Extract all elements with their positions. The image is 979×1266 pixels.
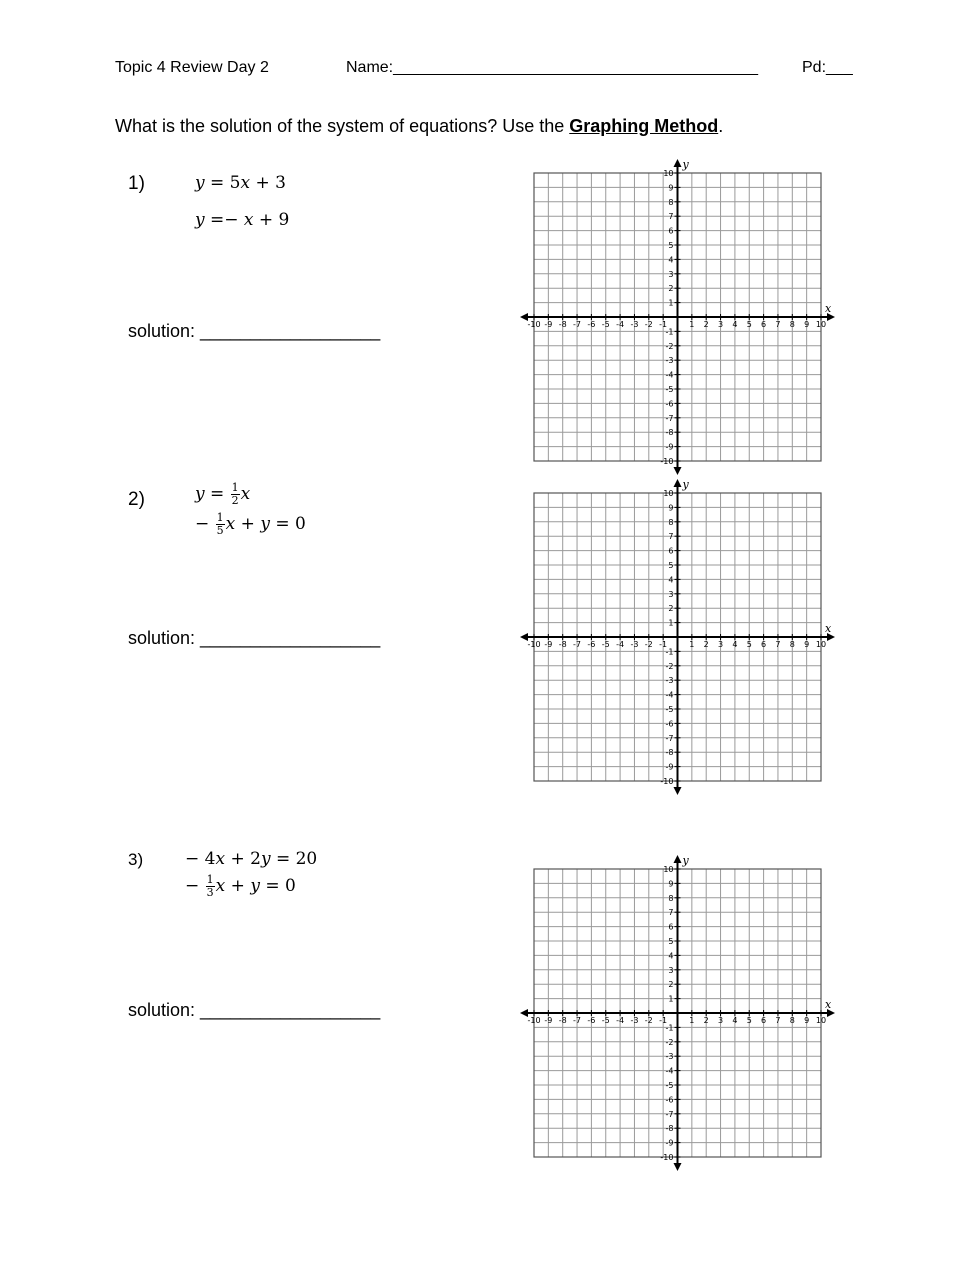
y-tick-label: 5 xyxy=(668,241,674,250)
y-tick-label: 7 xyxy=(668,908,674,918)
x-tick-label: 6 xyxy=(761,1016,767,1025)
problem-1-solution-line: solution: __________________ xyxy=(128,321,381,341)
x-tick-label: -4 xyxy=(616,320,625,329)
y-tick-label: -4 xyxy=(665,690,674,700)
x-tick-label: -10 xyxy=(527,320,541,329)
problem-3-equation-2: − $\frac{1}{3}$ x + y = 0 xyxy=(185,873,296,899)
x-tick-label: -4 xyxy=(616,1016,625,1025)
problem-2-equation-2: − $\frac{1}{5}$ x + y = 0 xyxy=(195,511,306,537)
x-tick-label: 7 xyxy=(775,640,781,649)
x-tick-label: 4 xyxy=(732,640,738,649)
problem-3-number: 3) xyxy=(128,850,144,869)
x-tick-label: 3 xyxy=(718,320,724,329)
problem-2-solution-line: solution: __________________ xyxy=(128,628,381,648)
x-tick-label: 1 xyxy=(689,640,695,649)
y-axis-arrow-down xyxy=(674,1163,682,1171)
y-tick-label: -5 xyxy=(665,1081,674,1090)
x-tick-label: 9 xyxy=(804,320,810,329)
x-tick-label: -8 xyxy=(558,320,567,329)
x-tick-label: -10 xyxy=(527,640,541,649)
y-tick-label: 10 xyxy=(663,489,674,498)
y-tick-label: 6 xyxy=(668,226,674,236)
y-tick-label: 4 xyxy=(668,255,674,265)
y-tick-label: -8 xyxy=(665,428,674,438)
y-tick-label: 9 xyxy=(668,503,674,513)
y-tick-label: 5 xyxy=(668,937,674,946)
y-tick-label: -6 xyxy=(665,719,674,729)
problem-3-equation-1: − 4x + 2y = 20 xyxy=(185,849,318,869)
y-tick-label: 8 xyxy=(668,517,674,527)
x-tick-label: 2 xyxy=(703,320,709,329)
y-tick-label: 10 xyxy=(663,169,674,178)
x-tick-label: 6 xyxy=(761,640,767,649)
y-tick-label: -2 xyxy=(665,341,674,351)
x-tick-label: 3 xyxy=(718,640,724,649)
x-tick-label: 2 xyxy=(703,640,709,649)
problem-1-equation-1: y = 5x + 3 xyxy=(195,173,286,193)
y-tick-label: 4 xyxy=(668,575,674,585)
y-tick-label: -9 xyxy=(665,1138,674,1148)
x-tick-label: -8 xyxy=(558,1016,567,1025)
x-tick-label: 10 xyxy=(815,1016,827,1025)
x-tick-label: -9 xyxy=(544,640,553,649)
y-tick-label: -1 xyxy=(665,327,674,337)
y-tick-label: 10 xyxy=(663,865,674,874)
y-tick-label: -10 xyxy=(660,457,674,466)
x-tick-label: 8 xyxy=(789,1016,795,1025)
x-tick-label: -3 xyxy=(630,320,639,329)
x-tick-label: -9 xyxy=(544,1016,553,1025)
y-axis-arrow-down xyxy=(674,467,682,475)
x-tick-label: -6 xyxy=(587,640,596,649)
y-tick-label: 3 xyxy=(668,589,674,599)
x-tick-label: -1 xyxy=(659,1016,668,1025)
y-tick-label: 7 xyxy=(668,532,674,542)
x-tick-label: -7 xyxy=(573,1016,582,1025)
x-tick-label: -2 xyxy=(644,320,653,329)
y-tick-label: -3 xyxy=(665,356,674,366)
x-tick-label: 4 xyxy=(732,320,738,329)
y-tick-label: -5 xyxy=(665,705,674,714)
x-tick-label: 5 xyxy=(746,320,752,329)
instructions-end: . xyxy=(718,116,724,136)
x-tick-label: -3 xyxy=(630,1016,639,1025)
x-tick-label: 10 xyxy=(815,320,827,329)
x-tick-label: -2 xyxy=(644,640,653,649)
y-tick-label: -7 xyxy=(665,413,674,423)
problem-1-number: 1) xyxy=(128,173,145,194)
y-tick-label: -1 xyxy=(665,1023,674,1033)
y-tick-label: -3 xyxy=(665,1052,674,1062)
y-axis-label: y xyxy=(682,158,689,171)
x-tick-label: 6 xyxy=(761,320,767,329)
y-tick-label: 1 xyxy=(668,298,674,308)
topic-title: Topic 4 Review Day 2 xyxy=(115,59,269,76)
x-tick-label: -10 xyxy=(527,1016,541,1025)
y-axis-label: y xyxy=(682,478,689,491)
x-tick-label: -3 xyxy=(630,640,639,649)
y-tick-label: 5 xyxy=(668,561,674,570)
y-tick-label: -10 xyxy=(660,777,674,786)
y-tick-label: -4 xyxy=(665,370,674,380)
name-field-label: Name:_________________________________________ xyxy=(346,59,758,76)
y-tick-label: 3 xyxy=(668,269,674,279)
x-tick-label: 3 xyxy=(718,1016,724,1025)
x-tick-label: 8 xyxy=(789,640,795,649)
y-tick-label: 3 xyxy=(668,965,674,975)
y-tick-label: -6 xyxy=(665,1095,674,1105)
x-tick-label: -7 xyxy=(573,320,582,329)
instructions-emphasis: Graphing Method xyxy=(569,116,719,136)
y-tick-label: -2 xyxy=(665,661,674,671)
instructions-text: What is the solution of the system of equations? Use the xyxy=(115,116,570,136)
y-tick-label: 2 xyxy=(668,284,674,294)
y-tick-label: -7 xyxy=(665,1109,674,1119)
y-tick-label: 1 xyxy=(668,618,674,628)
y-axis-arrow-up xyxy=(674,159,682,167)
x-tick-label: -9 xyxy=(544,320,553,329)
coordinate-grid-2 xyxy=(527,478,832,786)
y-tick-label: -6 xyxy=(665,399,674,409)
y-tick-label: 1 xyxy=(668,994,674,1004)
x-tick-label: -1 xyxy=(659,640,668,649)
y-tick-label: -7 xyxy=(665,733,674,743)
x-tick-label: -7 xyxy=(573,640,582,649)
x-tick-label: 5 xyxy=(746,1016,752,1025)
x-tick-label: -4 xyxy=(616,640,625,649)
y-tick-label: 6 xyxy=(668,546,674,556)
y-tick-label: 4 xyxy=(668,951,674,961)
x-tick-label: -5 xyxy=(601,1016,610,1025)
y-tick-label: 9 xyxy=(668,183,674,193)
x-tick-label: -5 xyxy=(601,640,610,649)
y-axis-arrow-up xyxy=(674,855,682,863)
x-tick-label: 8 xyxy=(789,320,795,329)
y-tick-label: -4 xyxy=(665,1066,674,1076)
problem-2-number: 2) xyxy=(128,489,145,510)
y-tick-label: 8 xyxy=(668,893,674,903)
y-tick-label: -8 xyxy=(665,1124,674,1134)
coordinate-grid-3 xyxy=(527,854,832,1162)
x-tick-label: 7 xyxy=(775,1016,781,1025)
y-tick-label: 7 xyxy=(668,212,674,222)
x-tick-label: 4 xyxy=(732,1016,738,1025)
y-tick-label: -9 xyxy=(665,762,674,772)
x-tick-label: 10 xyxy=(815,640,827,649)
problem-2-equation-1: y = $\frac{1}{2}$ x xyxy=(195,481,251,507)
x-tick-label: 7 xyxy=(775,320,781,329)
y-axis-arrow-down xyxy=(674,787,682,795)
y-tick-label: 2 xyxy=(668,980,674,990)
x-tick-label: -1 xyxy=(659,320,668,329)
y-tick-label: 9 xyxy=(668,879,674,889)
y-tick-label: -8 xyxy=(665,748,674,758)
instructions xyxy=(115,116,723,137)
period-field-label: Pd:___ xyxy=(802,59,853,76)
x-tick-label: 9 xyxy=(804,1016,810,1025)
y-tick-label: -10 xyxy=(660,1153,674,1162)
x-axis-label: x xyxy=(825,302,832,315)
y-tick-label: 6 xyxy=(668,922,674,932)
x-tick-label: 1 xyxy=(689,320,695,329)
y-tick-label: 8 xyxy=(668,197,674,207)
x-axis-label: x xyxy=(825,622,832,635)
x-axis-label: x xyxy=(825,998,832,1011)
y-tick-label: -2 xyxy=(665,1037,674,1047)
x-tick-label: -6 xyxy=(587,1016,596,1025)
y-tick-label: -5 xyxy=(665,385,674,394)
x-tick-label: 2 xyxy=(703,1016,709,1025)
y-tick-label: -9 xyxy=(665,442,674,452)
x-tick-label: -6 xyxy=(587,320,596,329)
x-tick-label: -2 xyxy=(644,1016,653,1025)
y-tick-label: -3 xyxy=(665,676,674,686)
x-tick-label: -8 xyxy=(558,640,567,649)
y-axis-arrow-up xyxy=(674,479,682,487)
x-tick-label: 1 xyxy=(689,1016,695,1025)
y-axis-label: y xyxy=(682,854,689,867)
problem-1-equation-2: y =− x + 9 xyxy=(195,210,290,230)
x-tick-label: -5 xyxy=(601,320,610,329)
x-tick-label: 9 xyxy=(804,640,810,649)
y-tick-label: 2 xyxy=(668,604,674,614)
x-tick-label: 5 xyxy=(746,640,752,649)
y-tick-label: -1 xyxy=(665,647,674,657)
problem-3-solution-line: solution: __________________ xyxy=(128,1000,381,1020)
coordinate-grid-1 xyxy=(527,158,832,466)
